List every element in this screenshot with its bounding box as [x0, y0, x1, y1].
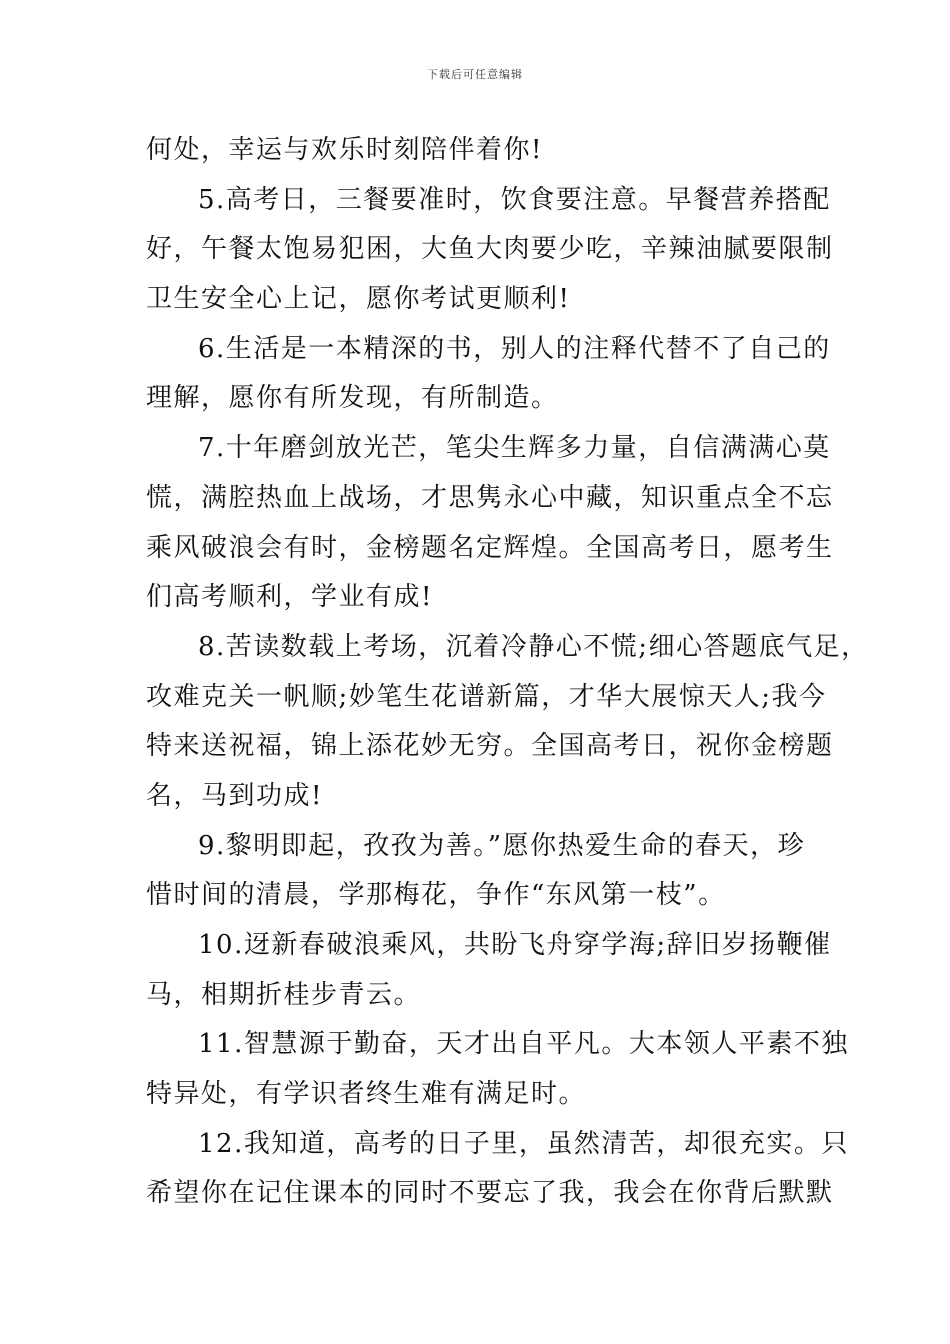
text-line: 名，马到功成!	[146, 780, 323, 811]
text-line: 希望你在记住课本的同时不要忘了我，我会在你背后默默	[146, 1178, 834, 1209]
text-line: 惜时间的清晨，学那梅花，争作“东风第一枝”。	[146, 880, 726, 911]
text-line: 卫生安全心上记，愿你考试更顺利!	[146, 284, 571, 315]
text-line: 6.生活是一本精深的书，别人的注释代替不了自己的	[198, 333, 831, 364]
text-line: 特异处，有学识者终生难有满足时。	[146, 1079, 587, 1110]
text-line: 特来送祝福，锦上添花妙无穷。全国高考日，祝你金榜题	[146, 731, 834, 762]
text-line: 10.迓新春破浪乘风，共盼飞舟穿学海;辞旧岁扬鞭催	[198, 930, 832, 960]
text-line: 9.黎明即起，孜孜为善。”愿你热爱生命的春天，珍	[198, 830, 806, 861]
text-line: 好，午餐太饱易犯困，大鱼大肉要少吃，辛辣油腻要限制	[146, 234, 834, 265]
text-line: 乘风破浪会有时，金榜题名定辉煌。全国高考日，愿考生	[146, 532, 834, 563]
text-line: 理解，愿你有所发现，有所制造。	[146, 383, 559, 414]
header-note: 下载后可任意编辑	[427, 68, 523, 81]
text-line: 们高考顺利，学业有成!	[146, 582, 433, 613]
text-line: 5.高考日，三餐要准时，饮食要注意。早餐营养搭配	[198, 184, 831, 215]
text-line: 攻难克关一帆顺;妙笔生花谱新篇，才华大展惊天人;我今	[146, 681, 827, 712]
text-line: 马，相期折桂步青云。	[146, 979, 422, 1010]
text-line: 慌，满腔热血上战场，才思隽永心中藏，知识重点全不忘	[146, 482, 834, 513]
text-line: 11.智慧源于勤奋，天才出自平凡。大本领人平素不独	[198, 1029, 849, 1060]
text-line: 12.我知道，高考的日子里，虽然清苦，却很充实。只	[198, 1128, 849, 1159]
text-line: 何处，幸运与欢乐时刻陪伴着你!	[146, 135, 543, 165]
body-text	[146, 130, 869, 1223]
text-line: 7.十年磨剑放光芒，笔尖生辉多力量，自信满满心莫	[198, 433, 831, 464]
text-line: 8.苦读数载上考场，沉着冷静心不慌;细心答题底气足，	[198, 631, 869, 662]
